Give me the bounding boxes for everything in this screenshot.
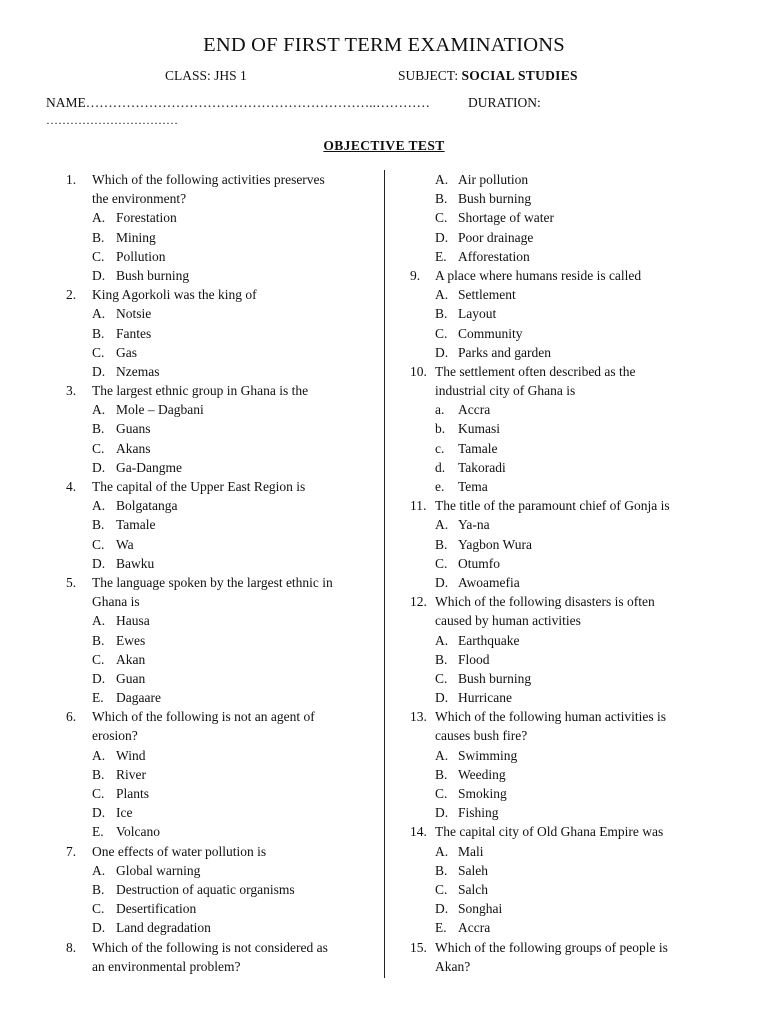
option-letter: C. bbox=[435, 325, 448, 341]
option-letter: E. bbox=[435, 920, 447, 936]
option-letter: A. bbox=[435, 843, 449, 859]
option-letter: A. bbox=[92, 498, 106, 514]
option-text: Akans bbox=[116, 440, 151, 456]
option-text: Songhai bbox=[458, 901, 503, 917]
option-text: Awoamefia bbox=[458, 574, 520, 590]
option-text: Bush burning bbox=[116, 267, 190, 283]
option-letter: B. bbox=[435, 862, 448, 878]
option-letter: C. bbox=[435, 881, 448, 897]
exam-title: END OF FIRST TERM EXAMINATIONS bbox=[203, 34, 565, 56]
question-text: Which of the following is not an agent of bbox=[92, 709, 315, 725]
option-text: Guans bbox=[116, 421, 151, 437]
option-text: Fishing bbox=[458, 805, 499, 821]
option-letter: D. bbox=[92, 805, 106, 821]
option-text: Nzemas bbox=[116, 363, 160, 379]
question-text: The title of the paramount chief of Gonja is bbox=[435, 498, 670, 514]
option-line bbox=[410, 247, 710, 266]
option-line bbox=[410, 208, 710, 227]
question-text: The language spoken by the largest ethnic in bbox=[92, 574, 333, 590]
option-letter: D. bbox=[435, 574, 449, 590]
option-text: Pollution bbox=[116, 248, 166, 264]
option-line bbox=[66, 458, 372, 477]
option-line bbox=[66, 765, 372, 784]
option-text: Notsie bbox=[116, 306, 152, 322]
option-line bbox=[66, 324, 372, 343]
option-line bbox=[66, 439, 372, 458]
question-number: 6. bbox=[66, 709, 77, 725]
question-number: 11. bbox=[410, 498, 427, 514]
question-line bbox=[410, 362, 710, 381]
option-line bbox=[66, 746, 372, 765]
question-number: 12. bbox=[410, 594, 427, 610]
option-line bbox=[410, 285, 710, 304]
question-text: King Agorkoli was the king of bbox=[92, 287, 257, 303]
subject-value: SOCIAL STUDIES bbox=[461, 68, 578, 83]
question-text: The capital city of Old Ghana Empire was bbox=[435, 824, 664, 840]
question-line bbox=[410, 266, 710, 285]
column-divider bbox=[384, 170, 385, 978]
question-number: 4. bbox=[66, 479, 77, 494]
class-label: CLASS: JHS 1 bbox=[165, 68, 247, 83]
option-letter: D. bbox=[92, 920, 106, 936]
question-text: Ghana is bbox=[92, 594, 140, 610]
option-letter: e. bbox=[435, 479, 445, 494]
option-letter: A. bbox=[92, 210, 106, 226]
option-letter: B. bbox=[92, 632, 105, 648]
option-letter: C. bbox=[92, 901, 105, 917]
option-line bbox=[410, 880, 710, 899]
option-line bbox=[410, 554, 710, 573]
option-line bbox=[410, 419, 710, 438]
option-letter: C. bbox=[92, 440, 105, 456]
option-line bbox=[410, 535, 710, 554]
option-text: Gas bbox=[116, 344, 137, 360]
option-line bbox=[66, 400, 372, 419]
option-letter: A. bbox=[435, 517, 449, 533]
option-letter: B. bbox=[435, 306, 448, 322]
option-text: Tamale bbox=[116, 517, 156, 533]
option-text: Mali bbox=[458, 843, 484, 859]
option-text: Layout bbox=[458, 306, 497, 322]
name-field-line: NAME………………………………………………………..………… bbox=[46, 95, 430, 110]
option-text: Forestation bbox=[116, 210, 177, 226]
option-line bbox=[66, 419, 372, 438]
question-number: 3. bbox=[66, 383, 77, 399]
option-text: Yagbon Wura bbox=[458, 536, 532, 552]
option-line bbox=[66, 669, 372, 688]
question-line bbox=[66, 707, 372, 726]
option-letter: A. bbox=[435, 632, 449, 648]
option-text: Ya-na bbox=[458, 517, 490, 533]
duration-label: DURATION: bbox=[468, 95, 541, 110]
question-continuation bbox=[66, 957, 372, 976]
option-letter: A. bbox=[92, 862, 106, 878]
option-letter: D. bbox=[92, 555, 106, 571]
option-line bbox=[66, 880, 372, 899]
option-letter: B. bbox=[435, 651, 448, 667]
option-text: Desertification bbox=[116, 901, 197, 917]
option-text: Community bbox=[458, 325, 523, 341]
option-text: Bolgatanga bbox=[116, 498, 178, 514]
option-letter: D. bbox=[92, 363, 106, 379]
option-text: Bush burning bbox=[458, 191, 532, 207]
option-letter: a. bbox=[435, 402, 445, 418]
option-line bbox=[410, 765, 710, 784]
option-text: Ga-Dangme bbox=[116, 459, 182, 475]
option-text: Poor drainage bbox=[458, 229, 534, 245]
question-text: caused by human activities bbox=[435, 613, 581, 629]
option-text: Plants bbox=[116, 786, 150, 801]
option-text: Destruction of aquatic organisms bbox=[116, 881, 295, 897]
option-letter: B. bbox=[435, 536, 448, 552]
option-letter: A. bbox=[92, 402, 106, 418]
option-line bbox=[410, 343, 710, 362]
option-letter: A. bbox=[92, 306, 106, 322]
option-line bbox=[66, 208, 372, 227]
option-text: Earthquake bbox=[458, 632, 520, 648]
option-line bbox=[66, 822, 372, 841]
option-text: Parks and garden bbox=[458, 344, 551, 360]
question-line bbox=[66, 285, 372, 304]
question-continuation bbox=[66, 726, 372, 745]
question-text: Which of the following is not considered as bbox=[92, 939, 328, 955]
question-line bbox=[66, 170, 372, 189]
option-line bbox=[66, 535, 372, 554]
question-continuation bbox=[66, 592, 372, 611]
option-text: River bbox=[116, 766, 146, 782]
option-letter: B. bbox=[92, 517, 105, 533]
option-line bbox=[410, 228, 710, 247]
option-letter: D. bbox=[435, 344, 449, 360]
question-text: The largest ethnic group in Ghana is the bbox=[92, 383, 309, 399]
option-line bbox=[410, 477, 710, 496]
question-line bbox=[66, 573, 372, 592]
option-letter: A. bbox=[92, 613, 106, 629]
option-line bbox=[410, 439, 710, 458]
option-text: Akan bbox=[116, 651, 146, 667]
option-text: Land degradation bbox=[116, 920, 211, 936]
question-text: One effects of water pollution is bbox=[92, 843, 267, 859]
option-letter: d. bbox=[435, 459, 446, 475]
option-text: Accra bbox=[458, 402, 491, 418]
question-line bbox=[410, 938, 710, 957]
option-text: Hausa bbox=[116, 613, 150, 629]
option-letter: C. bbox=[92, 344, 105, 360]
right-column bbox=[410, 170, 710, 976]
option-letter: D. bbox=[92, 459, 106, 475]
option-line bbox=[410, 189, 710, 208]
question-text: The settlement often described as the bbox=[435, 363, 636, 379]
question-continuation bbox=[410, 611, 710, 630]
option-text: Ewes bbox=[116, 632, 146, 648]
option-line bbox=[410, 803, 710, 822]
option-letter: B. bbox=[435, 766, 448, 782]
option-text: Bawku bbox=[116, 555, 155, 571]
option-line bbox=[410, 400, 710, 419]
option-letter: C. bbox=[435, 210, 448, 226]
option-letter: D. bbox=[435, 901, 449, 917]
question-line bbox=[410, 496, 710, 515]
question-text: Which of the following activities preserves bbox=[92, 172, 325, 187]
question-line bbox=[66, 381, 372, 400]
option-line bbox=[66, 803, 372, 822]
option-text: Shortage of water bbox=[458, 210, 554, 226]
question-number: 1. bbox=[66, 172, 77, 187]
option-line bbox=[410, 170, 710, 189]
option-text: Bush burning bbox=[458, 670, 532, 686]
option-letter: E. bbox=[92, 824, 104, 840]
option-line bbox=[66, 228, 372, 247]
question-text: A place where humans reside is called bbox=[435, 267, 642, 283]
option-letter: A. bbox=[435, 287, 449, 303]
option-letter: A. bbox=[92, 747, 106, 763]
question-text: causes bush fire? bbox=[435, 728, 528, 744]
option-letter: C. bbox=[92, 248, 105, 264]
option-letter: D. bbox=[435, 229, 449, 245]
option-line bbox=[66, 343, 372, 362]
question-text: industrial city of Ghana is bbox=[435, 383, 576, 399]
option-text: Smoking bbox=[458, 786, 507, 801]
option-letter: B. bbox=[92, 881, 105, 897]
option-letter: D. bbox=[435, 805, 449, 821]
option-text: Tema bbox=[458, 479, 488, 494]
option-line bbox=[66, 554, 372, 573]
option-letter: b. bbox=[435, 421, 446, 437]
option-text: Ice bbox=[116, 805, 133, 821]
option-line bbox=[410, 918, 710, 937]
option-line bbox=[410, 515, 710, 534]
option-text: Swimming bbox=[458, 747, 518, 763]
option-letter: C. bbox=[435, 786, 448, 801]
option-letter: A. bbox=[435, 172, 449, 187]
option-letter: D. bbox=[92, 670, 106, 686]
question-number: 8. bbox=[66, 939, 77, 955]
option-line bbox=[66, 515, 372, 534]
option-line bbox=[66, 496, 372, 515]
question-continuation bbox=[410, 726, 710, 745]
question-number: 13. bbox=[410, 709, 427, 725]
option-line bbox=[66, 688, 372, 707]
option-text: Tamale bbox=[458, 440, 498, 456]
left-column bbox=[66, 170, 372, 976]
option-letter: E. bbox=[435, 248, 447, 264]
question-text: an environmental problem? bbox=[92, 958, 241, 974]
question-line bbox=[410, 707, 710, 726]
option-text: Dagaare bbox=[116, 690, 161, 706]
question-text: Which of the following groups of people is bbox=[435, 939, 668, 955]
question-number: 15. bbox=[410, 939, 427, 955]
option-text: Wind bbox=[116, 747, 146, 763]
question-continuation bbox=[410, 381, 710, 400]
option-line bbox=[410, 842, 710, 861]
question-number: 10. bbox=[410, 363, 427, 379]
option-letter: C. bbox=[92, 651, 105, 667]
option-line bbox=[410, 573, 710, 592]
question-text: erosion? bbox=[92, 728, 138, 744]
option-letter: c. bbox=[435, 440, 445, 456]
option-line bbox=[410, 669, 710, 688]
question-continuation bbox=[66, 189, 372, 208]
option-line bbox=[410, 861, 710, 880]
option-letter: D. bbox=[92, 267, 106, 283]
option-text: Global warning bbox=[116, 862, 201, 878]
option-letter: D. bbox=[435, 690, 449, 706]
option-line bbox=[66, 861, 372, 880]
option-line bbox=[410, 324, 710, 343]
option-line bbox=[66, 899, 372, 918]
question-text: The capital of the Upper East Region is bbox=[92, 479, 306, 494]
option-text: Weeding bbox=[458, 766, 506, 782]
option-text: Salch bbox=[458, 881, 488, 897]
option-text: Mole – Dagbani bbox=[116, 402, 204, 418]
question-line bbox=[66, 842, 372, 861]
question-text: Which of the following human activities is bbox=[435, 709, 666, 725]
option-line bbox=[410, 688, 710, 707]
option-letter: B. bbox=[92, 229, 105, 245]
option-text: Wa bbox=[116, 536, 134, 552]
option-line bbox=[410, 458, 710, 477]
question-number: 5. bbox=[66, 574, 77, 590]
option-text: Accra bbox=[458, 920, 491, 936]
option-line bbox=[66, 650, 372, 669]
option-line bbox=[410, 650, 710, 669]
question-line bbox=[410, 822, 710, 841]
question-text: Which of the following disasters is often bbox=[435, 594, 655, 610]
question-text: the environment? bbox=[92, 191, 187, 207]
option-text: Guan bbox=[116, 670, 146, 686]
question-line bbox=[66, 477, 372, 496]
question-number: 9. bbox=[410, 267, 421, 283]
option-letter: E. bbox=[92, 690, 104, 706]
option-text: Otumfo bbox=[458, 555, 500, 571]
option-letter: A. bbox=[435, 747, 449, 763]
option-line bbox=[66, 304, 372, 323]
option-text: Kumasi bbox=[458, 421, 500, 437]
option-letter: C. bbox=[92, 536, 105, 552]
option-line bbox=[410, 746, 710, 765]
question-number: 2. bbox=[66, 287, 77, 303]
option-line bbox=[66, 247, 372, 266]
option-text: Fantes bbox=[116, 325, 152, 341]
subject-line bbox=[398, 68, 578, 84]
option-line bbox=[410, 304, 710, 323]
question-number: 14. bbox=[410, 824, 427, 840]
option-line bbox=[66, 918, 372, 937]
option-letter: B. bbox=[92, 766, 105, 782]
option-line bbox=[410, 899, 710, 918]
option-line bbox=[410, 784, 710, 803]
option-letter: B. bbox=[92, 325, 105, 341]
option-text: Mining bbox=[116, 229, 156, 245]
option-letter: B. bbox=[92, 421, 105, 437]
question-number: 7. bbox=[66, 843, 77, 859]
option-line bbox=[66, 631, 372, 650]
option-text: Volcano bbox=[116, 824, 160, 840]
option-text: Air pollution bbox=[458, 172, 529, 187]
option-text: Hurricane bbox=[458, 690, 512, 706]
question-continuation bbox=[410, 957, 710, 976]
question-line bbox=[66, 938, 372, 957]
question-line bbox=[410, 592, 710, 611]
option-letter: C. bbox=[435, 670, 448, 686]
option-letter: C. bbox=[92, 786, 105, 801]
option-text: Takoradi bbox=[458, 459, 506, 475]
option-text: Saleh bbox=[458, 862, 488, 878]
option-line bbox=[66, 266, 372, 285]
option-text: Settlement bbox=[458, 287, 516, 303]
option-line bbox=[66, 611, 372, 630]
option-line bbox=[410, 631, 710, 650]
option-text: Flood bbox=[458, 651, 490, 667]
option-letter: B. bbox=[435, 191, 448, 207]
subject-label: SUBJECT: bbox=[398, 68, 459, 83]
option-text: Afforestation bbox=[458, 248, 530, 264]
option-line bbox=[66, 784, 372, 803]
section-title: OBJECTIVE TEST bbox=[323, 138, 445, 153]
question-text: Akan? bbox=[435, 958, 471, 974]
duration-dots: …………………………… bbox=[46, 113, 178, 127]
option-line bbox=[66, 362, 372, 381]
option-letter: C. bbox=[435, 555, 448, 571]
